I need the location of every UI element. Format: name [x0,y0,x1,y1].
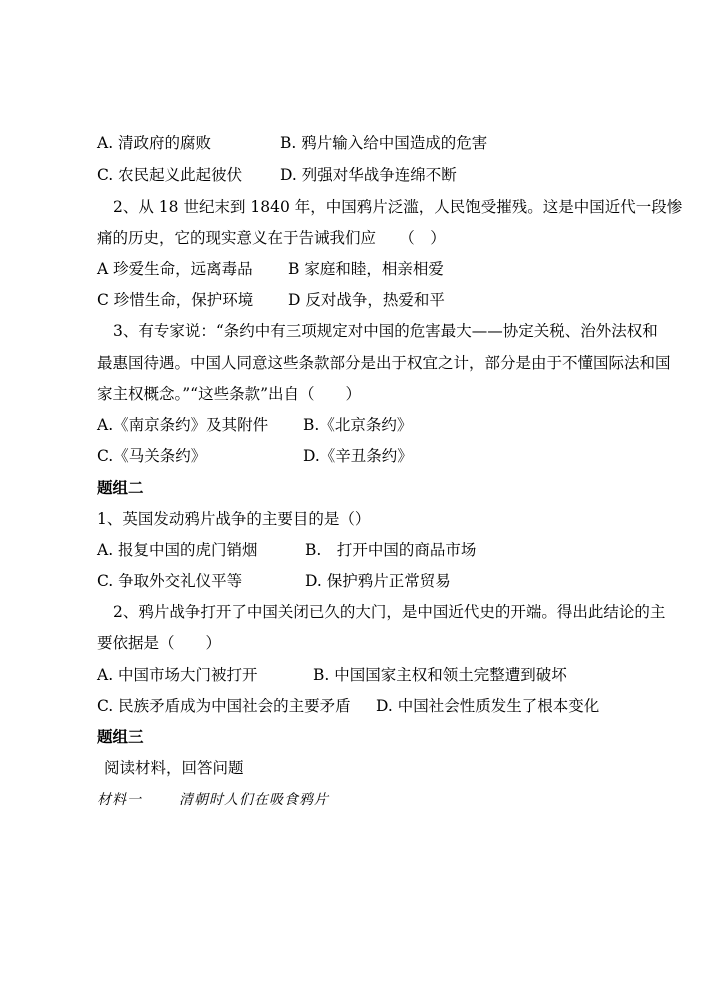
material-caption: 清朝时人们在吸食鸦片 [179,792,329,808]
option-a: A. 中国市场大门被打开 [97,666,258,684]
option-a: A. 清政府的腐败 [97,134,212,152]
option-a: A.《南京条约》及其附件 [97,416,269,434]
question-stem-line: 3、有专家说：“条约中有三项规定对中国的危害最大——协定关税、治外法权和 [113,322,658,340]
question-stem-line: 要依据是（ ） [97,634,222,652]
option-b: B. 中国国家主权和领土完整遭到破坏 [313,666,567,684]
option-a: A 珍爱生命，远离毒品 [97,260,253,278]
question-stem-line: 家主权概念。”“这些条款”出自（ ） [97,385,362,403]
option-c: C 珍惜生命，保护环境 [97,291,254,309]
question-stem-line: 痛的历史，它的现实意义在于告诫我们应 （ ） [97,229,446,247]
option-b: B. 鸦片输入给中国造成的危害 [280,134,488,152]
option-c: C. 民族矛盾成为中国社会的主要矛盾 [97,697,351,715]
option-d: D 反对战争，热爱和平 [288,291,445,309]
question-stem-line: 2、鸦片战争打开了中国关闭已久的大门，是中国近代史的开端。得出此结论的主 [113,603,666,621]
material-label: 材料一 [97,792,142,808]
question-stem-line: 2、从 18 世纪末到 1840 年，中国鸦片泛滥，人民饱受摧残。这是中国近代一段惨 [113,198,683,216]
section-heading: 题组二 [97,479,144,497]
option-a: A. 报复中国的虎门销烟 [97,541,258,559]
option-b: B.《北京条约》 [303,416,413,434]
question-stem-line: 1、英国发动鸦片战争的主要目的是（） [97,510,371,528]
section-heading: 题组三 [97,728,144,746]
question-stem-line: 最惠国待遇。中国人同意这些条款部分是出于权宜之计，部分是由于不懂国际法和国 [97,354,671,372]
option-d: D. 列强对华战争连绵不断 [280,166,457,184]
option-c: C. 争取外交礼仪平等 [97,572,243,590]
option-d: D.《辛丑条约》 [303,447,413,465]
option-d: D. 保护鸦片正常贸易 [305,572,451,590]
option-c: C.《马关条约》 [97,447,207,465]
option-b: B 家庭和睦，相亲相爱 [288,260,444,278]
instruction-text: 阅读材料，回答问题 [104,759,244,777]
option-d: D. 中国社会性质发生了根本变化 [376,697,600,715]
option-b: B. 打开中国的商品市场 [305,541,477,559]
option-c: C. 农民起义此起彼伏 [97,166,243,184]
